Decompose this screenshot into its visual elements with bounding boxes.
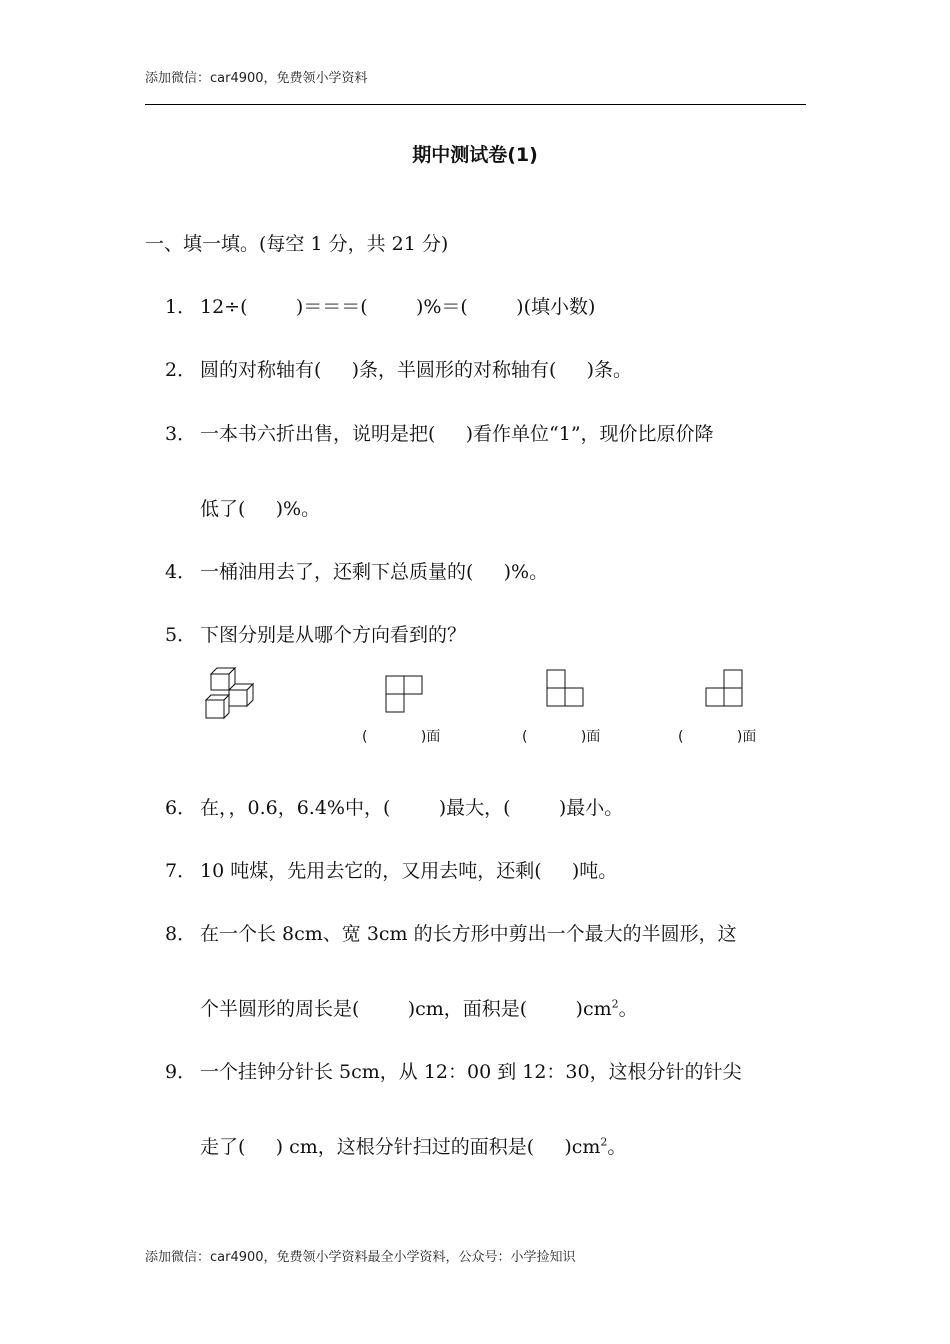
view-caption-1: ( )面 — [362, 729, 441, 745]
question-number: 1． — [165, 296, 197, 318]
question-text: 一本书六折出售，说明是把( )看作单位“1”，现价比原价降 — [200, 423, 714, 445]
question-text: 10 吨煤，先用去它的，又用去吨，还剩( )吨。 — [200, 860, 618, 882]
question-number: 9． — [165, 1061, 197, 1083]
superscript: 2 — [611, 997, 619, 1011]
side-view-icon — [545, 668, 587, 710]
question-3 — [165, 419, 714, 446]
question-number: 5． — [165, 624, 197, 646]
question-number: 2． — [165, 359, 197, 381]
question-6 — [165, 793, 623, 820]
question-number: 8． — [165, 923, 197, 945]
question-number: 3． — [165, 423, 197, 445]
section-heading: 一、填一填。(每空 1 分，共 21 分) — [145, 233, 449, 255]
question-text: 一桶油用去了，还剩下总质量的( )%。 — [200, 561, 549, 583]
front-view-icon — [384, 674, 426, 714]
question-number: 6． — [165, 797, 197, 819]
question-text: 圆的对称轴有( )条，半圆形的对称轴有( )条。 — [200, 359, 633, 381]
question-text: 12÷( )＝＝＝( )%＝( )(填小数) — [200, 296, 596, 318]
question-1 — [165, 292, 595, 319]
question-text: 在，，0.6，6.4%中，( )最大，( )最小。 — [200, 797, 624, 819]
header-note: 添加微信：car4900，免费领小学资料 — [145, 71, 368, 86]
superscript: 2 — [600, 1135, 608, 1149]
question-7 — [165, 856, 617, 883]
question-8-continued — [200, 994, 638, 1021]
question-number: 7． — [165, 860, 197, 882]
question-2 — [165, 355, 632, 382]
cube-stack-icon — [200, 664, 260, 722]
question-9-continued — [200, 1132, 626, 1159]
footer-note: 添加微信：car4900，免费领小学资料最全小学资料，公众号：小学捡知识 — [145, 1250, 576, 1265]
view-caption-3: ( )面 — [678, 729, 757, 745]
header-rule — [145, 104, 806, 105]
page-title: 期中测试卷(1) — [412, 144, 538, 166]
question-text: 走了( ) cm，这根分针扫过的面积是( )cm — [200, 1136, 601, 1158]
question-end: 。 — [618, 998, 638, 1020]
question-text: 个半圆形的周长是( )cm，面积是( )cm — [200, 998, 612, 1020]
question-8 — [165, 919, 737, 946]
question-text: 下图分别是从哪个方向看到的？ — [200, 624, 467, 646]
question-end: 。 — [607, 1136, 627, 1158]
question-4 — [165, 557, 548, 584]
view-caption-2: ( )面 — [522, 729, 601, 745]
question-text: 一个挂钟分针长 5cm，从 12：00 到 12：30，这根分针的针尖 — [200, 1061, 742, 1083]
question-3-continued: 低了( )%。 — [200, 498, 321, 520]
top-view-icon — [704, 668, 746, 710]
question-text: 在一个长 8cm、宽 3cm 的长方形中剪出一个最大的半圆形，这 — [200, 923, 737, 945]
question-number: 4． — [165, 561, 197, 583]
question-5 — [165, 620, 466, 647]
question-9 — [165, 1057, 742, 1084]
